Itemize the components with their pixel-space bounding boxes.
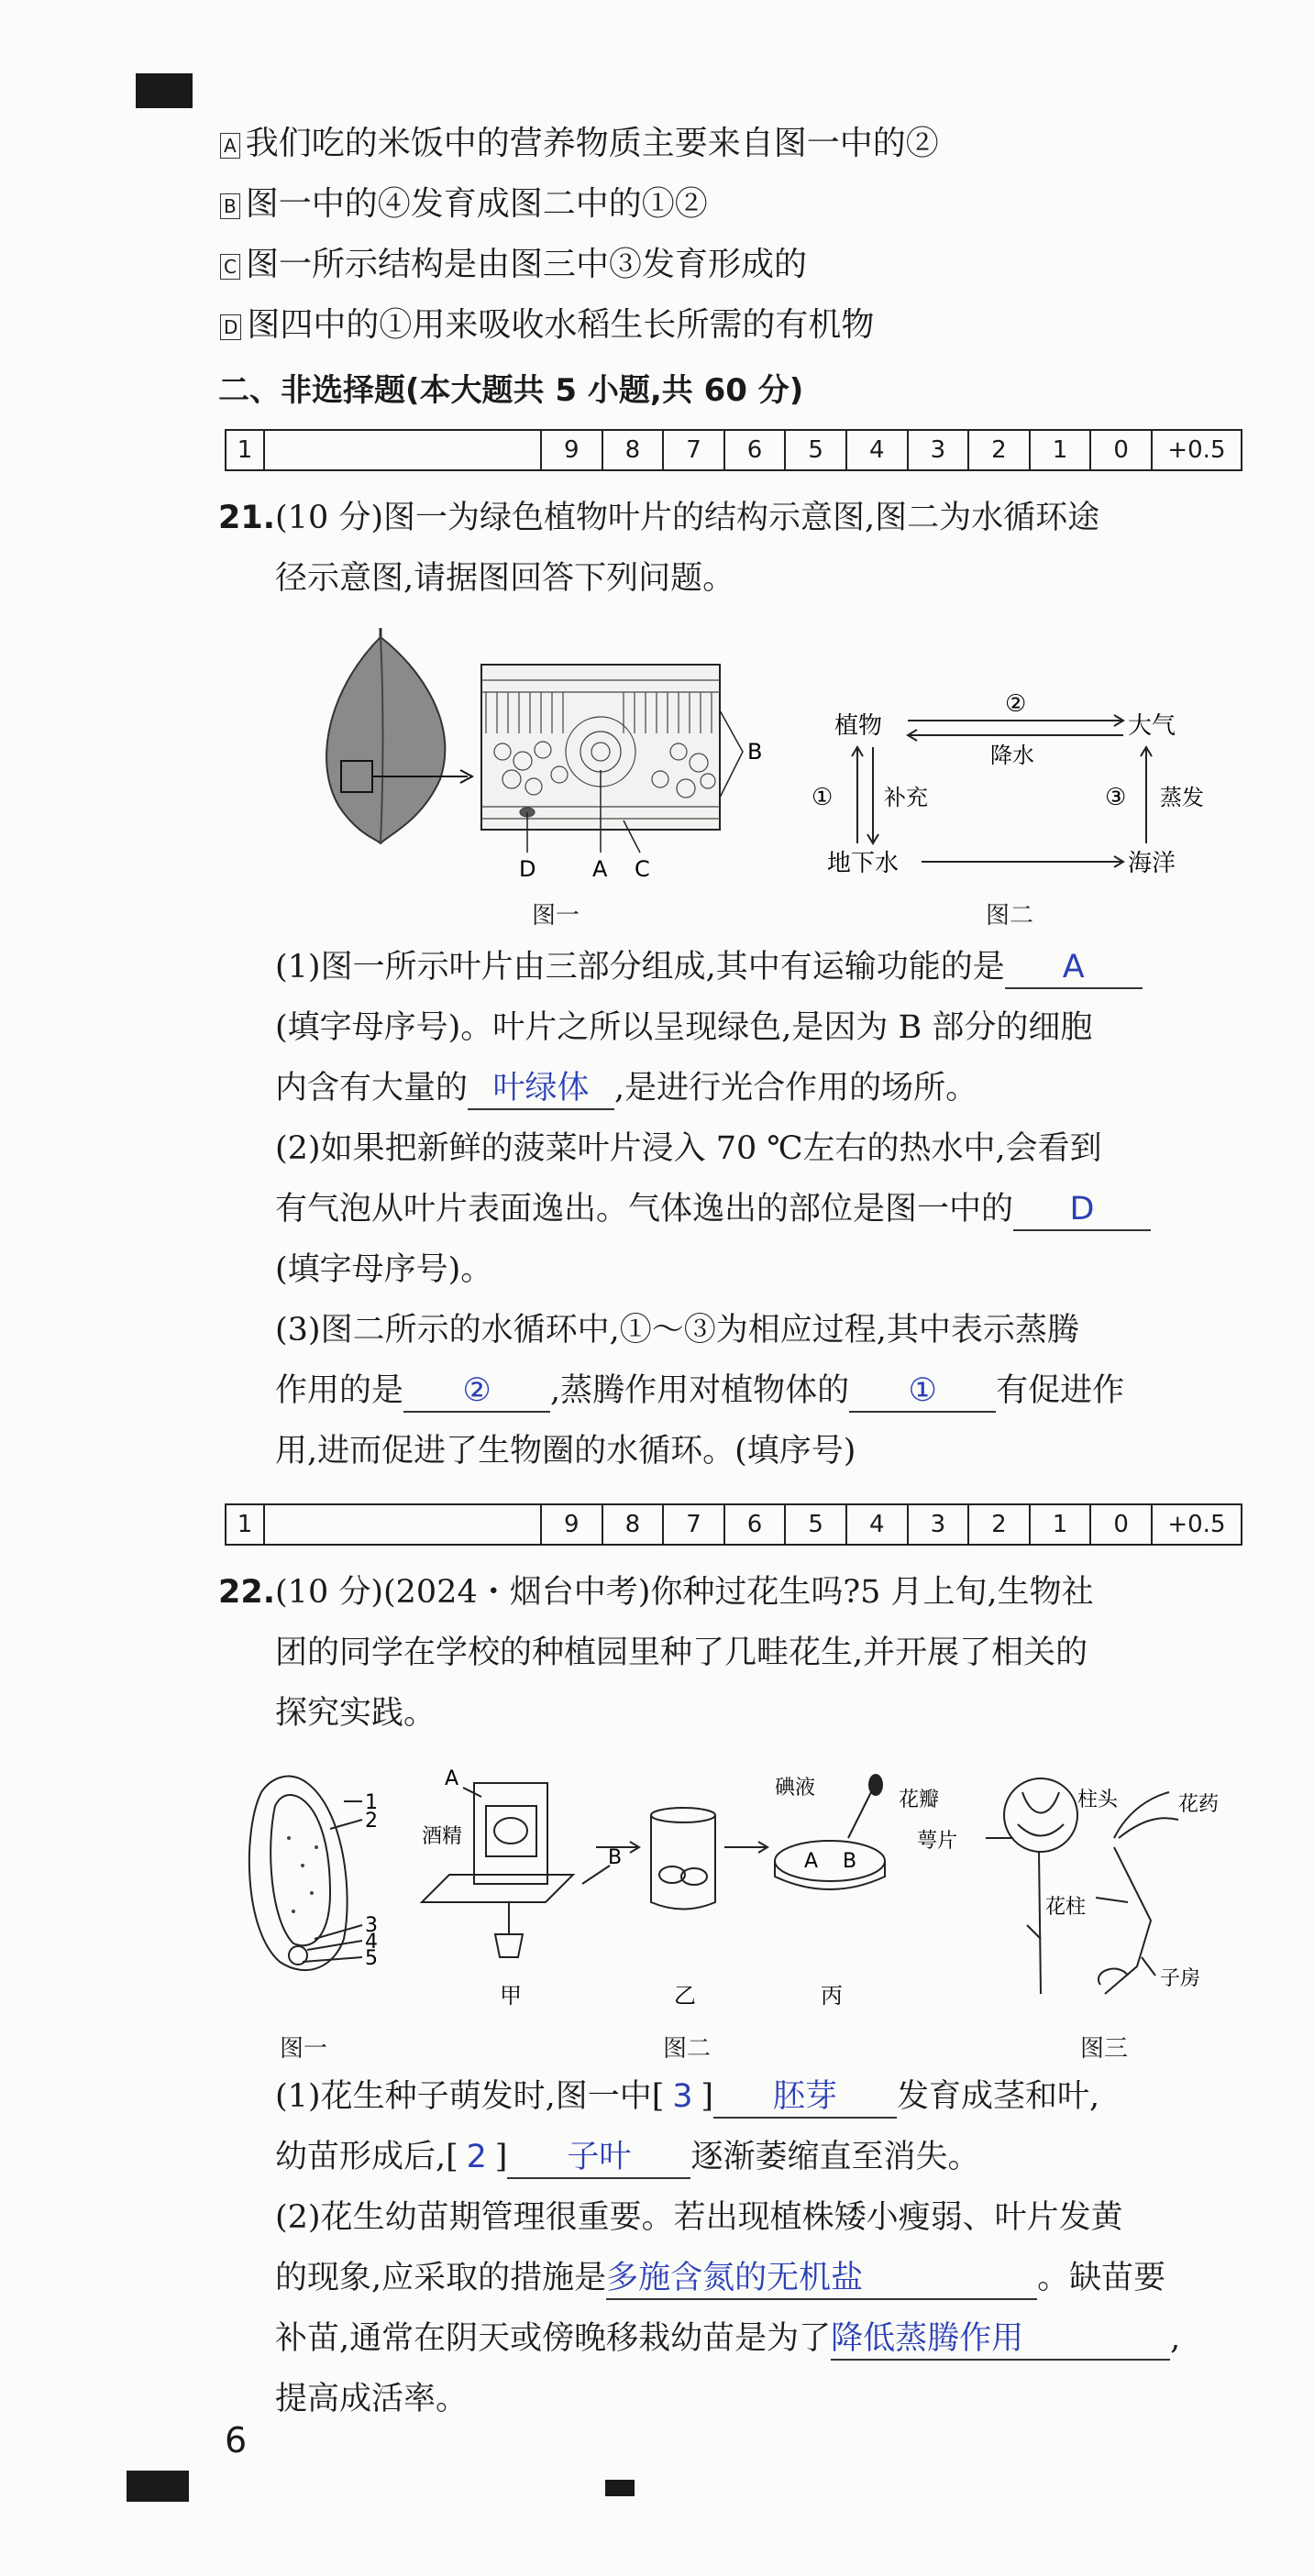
q22-p2d: 提高成活率。: [275, 2381, 469, 2417]
q22-fig1-caption: 图一: [280, 2035, 328, 2063]
process-3: ③: [1105, 784, 1127, 811]
answer-bracket-2[interactable]: 2: [466, 2139, 487, 2175]
q21-p3b: [275, 1368, 1124, 1414]
seed-label-1: 1: [365, 1791, 378, 1814]
q22-p1a-pre: (1)花生种子萌发时,图一中[: [275, 2078, 665, 2115]
label-bing: 丙: [821, 1983, 843, 2009]
answer-blank-3[interactable]: D: [1013, 1189, 1151, 1231]
answer-blank-4[interactable]: ②: [403, 1371, 550, 1413]
node-air: 大气: [1128, 712, 1176, 740]
q21-p1c-pre: 内含有大量的: [275, 1070, 469, 1106]
q22-p1a: [275, 2074, 1099, 2119]
q22-p2c-post: ,: [1170, 2320, 1181, 2357]
seed-label-3: 3: [365, 1914, 378, 1937]
option-d-text: 图四中的①用来吸收水稻生长所需的有机物: [247, 306, 875, 344]
answer-blank-6[interactable]: 胚芽: [713, 2076, 897, 2119]
score-cell: 1: [237, 436, 253, 464]
option-b-letter: B: [220, 193, 240, 219]
score-cell[interactable]: 7: [662, 1505, 723, 1544]
score-cell[interactable]: 9: [540, 431, 602, 469]
label-b: B: [747, 739, 763, 765]
score-cell[interactable]: 8: [602, 431, 663, 469]
score-cell[interactable]: 6: [723, 431, 785, 469]
q21-p1a: [275, 944, 1143, 990]
label-ovary: 子房: [1160, 1967, 1201, 1990]
answer-blank-2[interactable]: 叶绿体: [468, 1068, 614, 1110]
label-b-beaker: B: [608, 1846, 623, 1869]
process-1: ①: [812, 784, 834, 811]
q21-intro-text: (10 分)图一为绿色植物叶片的结构示意图,图二为水循环途: [275, 500, 1100, 536]
seed-label-2: 2: [365, 1810, 378, 1833]
option-d: [220, 303, 874, 348]
label-dish-a: A: [804, 1850, 819, 1873]
q21-figure-1: [293, 623, 770, 898]
option-c: [220, 242, 807, 288]
label-petal: 花瓣: [899, 1789, 940, 1811]
score-cell[interactable]: 6: [723, 1505, 785, 1544]
score-cell[interactable]: 0: [1089, 1505, 1151, 1544]
q21-p3b-pre: 作用的是: [275, 1372, 404, 1409]
score-cell[interactable]: +0.5: [1151, 431, 1241, 469]
label-iodine: 碘液: [775, 1777, 816, 1800]
q21-fig1-caption: 图一: [532, 902, 580, 930]
score-cell[interactable]: 0: [1089, 431, 1151, 469]
q21-p3c: 用,进而促进了生物圈的水循环。(填序号): [275, 1433, 856, 1470]
option-a-text: 我们吃的米饭中的营养物质主要来自图一中的②: [245, 125, 939, 162]
corner-mark-bottom: [127, 2471, 189, 2502]
q21-p2c: (填字母序号)。: [275, 1251, 493, 1288]
q21-p1a-text: (1)图一所示叶片由三部分组成,其中有运输功能的是: [275, 949, 1005, 985]
score-cell[interactable]: 2: [967, 1505, 1029, 1544]
q22-intro-text: (10 分)(2024・烟台中考)你种过花生吗?5 月上旬,生物社: [275, 1574, 1094, 1611]
score-cell[interactable]: 8: [602, 1505, 663, 1544]
option-c-text: 图一所示结构是由图三中③发育形成的: [245, 246, 807, 283]
label-jia: 甲: [500, 1983, 522, 2009]
q21-p1c: [275, 1065, 977, 1111]
score-cell: [263, 1505, 540, 1544]
label-supply: 补充: [884, 785, 928, 810]
score-cell: [263, 431, 540, 469]
score-cell[interactable]: 3: [907, 1505, 968, 1544]
score-cell[interactable]: 4: [845, 431, 907, 469]
score-row-1: [225, 429, 1242, 471]
q22-fig3-caption: 图三: [1080, 2035, 1129, 2063]
q22-p2b-post: 。缺苗要: [1037, 2260, 1166, 2296]
q22-figures: [234, 1756, 1288, 2040]
process-2: ②: [1005, 690, 1027, 718]
q21-p1c-post: ,是进行光合作用的场所。: [614, 1070, 978, 1106]
option-d-letter: D: [220, 314, 241, 340]
option-b-text: 图一中的④发育成图二中的①②: [245, 185, 708, 223]
q21-p1b: (填字母序号)。叶片之所以呈现绿色,是因为 B 部分的细胞: [275, 1009, 1093, 1046]
q21-p2b-text: 有气泡从叶片表面逸出。气体逸出的部位是图一中的: [275, 1191, 1014, 1227]
score-row-2: [225, 1503, 1242, 1546]
label-rain: 降水: [990, 743, 1034, 768]
answer-blank-5[interactable]: ①: [849, 1371, 996, 1413]
node-ocean: 海洋: [1128, 850, 1176, 877]
answer-bracket-1[interactable]: 3: [672, 2078, 693, 2115]
node-plant: 植物: [834, 712, 883, 740]
q21-p2a: (2)如果把新鲜的菠菜叶片浸入 70 ℃左右的热水中,会看到: [275, 1130, 1102, 1167]
q21-number: 21.: [218, 500, 276, 536]
node-ground: 地下水: [827, 850, 900, 877]
label-a-beaker: A: [445, 1767, 459, 1790]
score-cell[interactable]: +0.5: [1151, 1505, 1241, 1544]
score-cell[interactable]: 5: [784, 1505, 845, 1544]
q21-intro-2: 径示意图,请据图回答下列问题。: [275, 560, 735, 597]
score-cell[interactable]: 7: [662, 431, 723, 469]
label-c: C: [635, 856, 650, 882]
label-anther: 花药: [1178, 1793, 1220, 1816]
score-cell[interactable]: 2: [967, 431, 1029, 469]
label-yi: 乙: [674, 1983, 696, 2009]
q21-p3b-mid: ,蒸腾作用对植物体的: [550, 1372, 850, 1409]
label-sepal: 萼片: [917, 1830, 958, 1853]
score-cell[interactable]: 9: [540, 1505, 602, 1544]
label-dish-b: B: [843, 1850, 857, 1873]
answer-blank-1[interactable]: A: [1005, 947, 1143, 989]
bracket-close: ]: [494, 2139, 508, 2175]
q22-intro-2: 团的同学在学校的种植园里种了几畦花生,并开展了相关的: [275, 1635, 1088, 1671]
option-a: [220, 121, 939, 167]
label-alcohol: 酒精: [422, 1825, 463, 1848]
score-cell: 1: [237, 1511, 253, 1538]
answer-blank-8[interactable]: 多施含氮的无机盐: [606, 2258, 1037, 2300]
q21-p3a: (3)图二所示的水循环中,①～③为相应过程,其中表示蒸腾: [275, 1312, 1079, 1349]
q22-p1b-pre: 幼苗形成后,[: [275, 2139, 458, 2175]
q22-p1b: [275, 2134, 979, 2180]
q21-intro-1: [218, 495, 1099, 541]
q21-figure-2: [807, 688, 1238, 898]
seed-label-4: 4: [365, 1931, 378, 1954]
corner-mark-top: [136, 73, 193, 108]
label-stigma: 柱头: [1077, 1789, 1119, 1811]
q22-intro-1: [218, 1569, 1094, 1615]
score-cell[interactable]: 1: [1029, 431, 1090, 469]
q22-p2a: (2)花生幼苗期管理很重要。若出现植株矮小瘦弱、叶片发黄: [275, 2199, 1123, 2236]
seed-label-5: 5: [365, 1947, 378, 1970]
q22-fig2-caption: 图二: [663, 2035, 712, 2063]
option-b: [220, 182, 708, 227]
score-cell[interactable]: 1: [1029, 1505, 1090, 1544]
label-d: D: [519, 856, 536, 882]
bracket-close: ]: [701, 2078, 714, 2115]
option-a-letter: A: [220, 133, 240, 159]
option-c-letter: C: [220, 254, 240, 280]
label-a: A: [592, 856, 608, 882]
label-evap: 蒸发: [1160, 785, 1204, 810]
answer-blank-7[interactable]: 子叶: [507, 2137, 690, 2179]
score-cell[interactable]: 4: [845, 1505, 907, 1544]
score-cell[interactable]: 5: [784, 431, 845, 469]
q22-p2c-pre: 补苗,通常在阴天或傍晚移栽幼苗是为了: [275, 2320, 832, 2357]
q22-number: 22.: [218, 1574, 276, 1611]
label-style: 花柱: [1045, 1896, 1087, 1919]
page-number: 6: [225, 2420, 248, 2460]
q22-p2c: [275, 2316, 1180, 2361]
q21-p3b-post: 有促进作: [996, 1372, 1125, 1409]
q21-p2b: [275, 1186, 1151, 1232]
section-title: 二、非选择题(本大题共 5 小题,共 60 分): [218, 372, 804, 409]
center-mark-bottom: [605, 2480, 635, 2496]
q22-p2b-pre: 的现象,应采取的措施是: [275, 2260, 607, 2296]
answer-blank-9[interactable]: 降低蒸腾作用: [831, 2318, 1170, 2361]
q22-intro-3: 探究实践。: [275, 1695, 436, 1732]
q22-p2b: [275, 2255, 1165, 2301]
q22-p1b-post: 逐渐萎缩直至消失。: [690, 2139, 980, 2175]
q21-fig2-caption: 图二: [986, 902, 1034, 930]
score-cell[interactable]: 3: [907, 431, 968, 469]
q22-p1a-post: 发育成茎和叶,: [897, 2078, 1100, 2115]
